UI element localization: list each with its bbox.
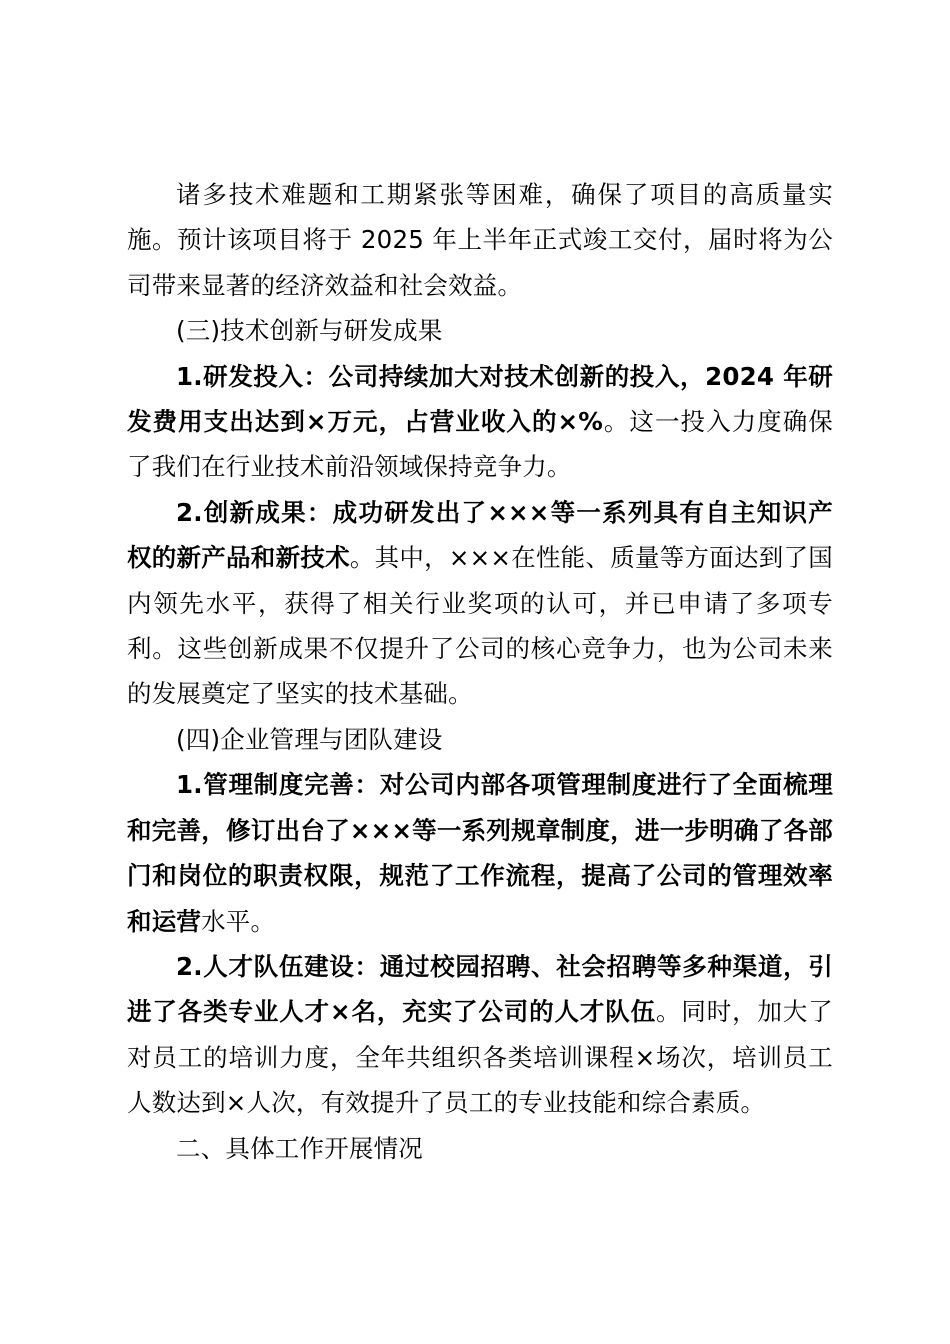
heading-text: 二、具体工作开展情况 <box>176 1133 423 1163</box>
paragraph-bold-lead: 2.人才队伍建设：通过校园招聘、社会招聘等多种渠道，引进了各类专业人才×名，充实了公司的人才队伍 <box>127 951 833 1027</box>
paragraph-text: 。其中，×××在性能、质量等方面达到了国内领先水平，获得了相关行业奖项的认可，并已申请了多项专利。这些创新成果不仅提升了公司的核心竞争力，也为公司未来的发展奠定了坚实的技术基础。 <box>127 543 833 709</box>
paragraph-text: 。这一投入力度确保了我们在行业技术前沿领域保持竞争力。 <box>127 407 833 482</box>
paragraph-management-system <box>127 762 833 944</box>
paragraph-text: 水平。 <box>201 906 276 936</box>
document-body <box>127 172 833 1171</box>
heading-text: (三)技术创新与研发成果 <box>176 316 443 346</box>
paragraph-project-outcome <box>127 172 833 308</box>
paragraph-text: 。同时，加大了对员工的培训力度，全年共组织各类培训课程×场次，培训员工人数达到×人次，有效提升了员工的专业技能和综合素质。 <box>127 997 833 1118</box>
section-heading-tech-innovation <box>127 308 833 353</box>
section-heading-work-details <box>127 1126 833 1171</box>
paragraph-bold-lead: 2.创新成果：成功研发出了×××等一系列具有自主知识产权的新产品和新技术 <box>127 497 833 573</box>
paragraph-bold-lead: 1.研发投入：公司持续加大对技术创新的投入，2024 年研发费用支出达到×万元，占营业收入的×% <box>127 361 833 437</box>
heading-text: (四)企业管理与团队建设 <box>176 724 443 754</box>
paragraph-text: 诸多技术难题和工期紧张等困难，确保了项目的高质量实施。预计该项目将于 2025 年上半年正式竣工交付，届时将为公司带来显著的经济效益和社会效益。 <box>127 180 833 300</box>
paragraph-rd-investment <box>127 354 833 490</box>
paragraph-innovation-results <box>127 490 833 717</box>
paragraph-bold-lead: 1.管理制度完善：对公司内部各项管理制度进行了全面梳理和完善，修订出台了×××等一系列规章制度，进一步明确了各部门和岗位的职责权限，规范了工作流程，提高了公司的管理效率和运营 <box>127 770 833 936</box>
section-heading-management <box>127 717 833 762</box>
paragraph-talent-building <box>127 944 833 1126</box>
